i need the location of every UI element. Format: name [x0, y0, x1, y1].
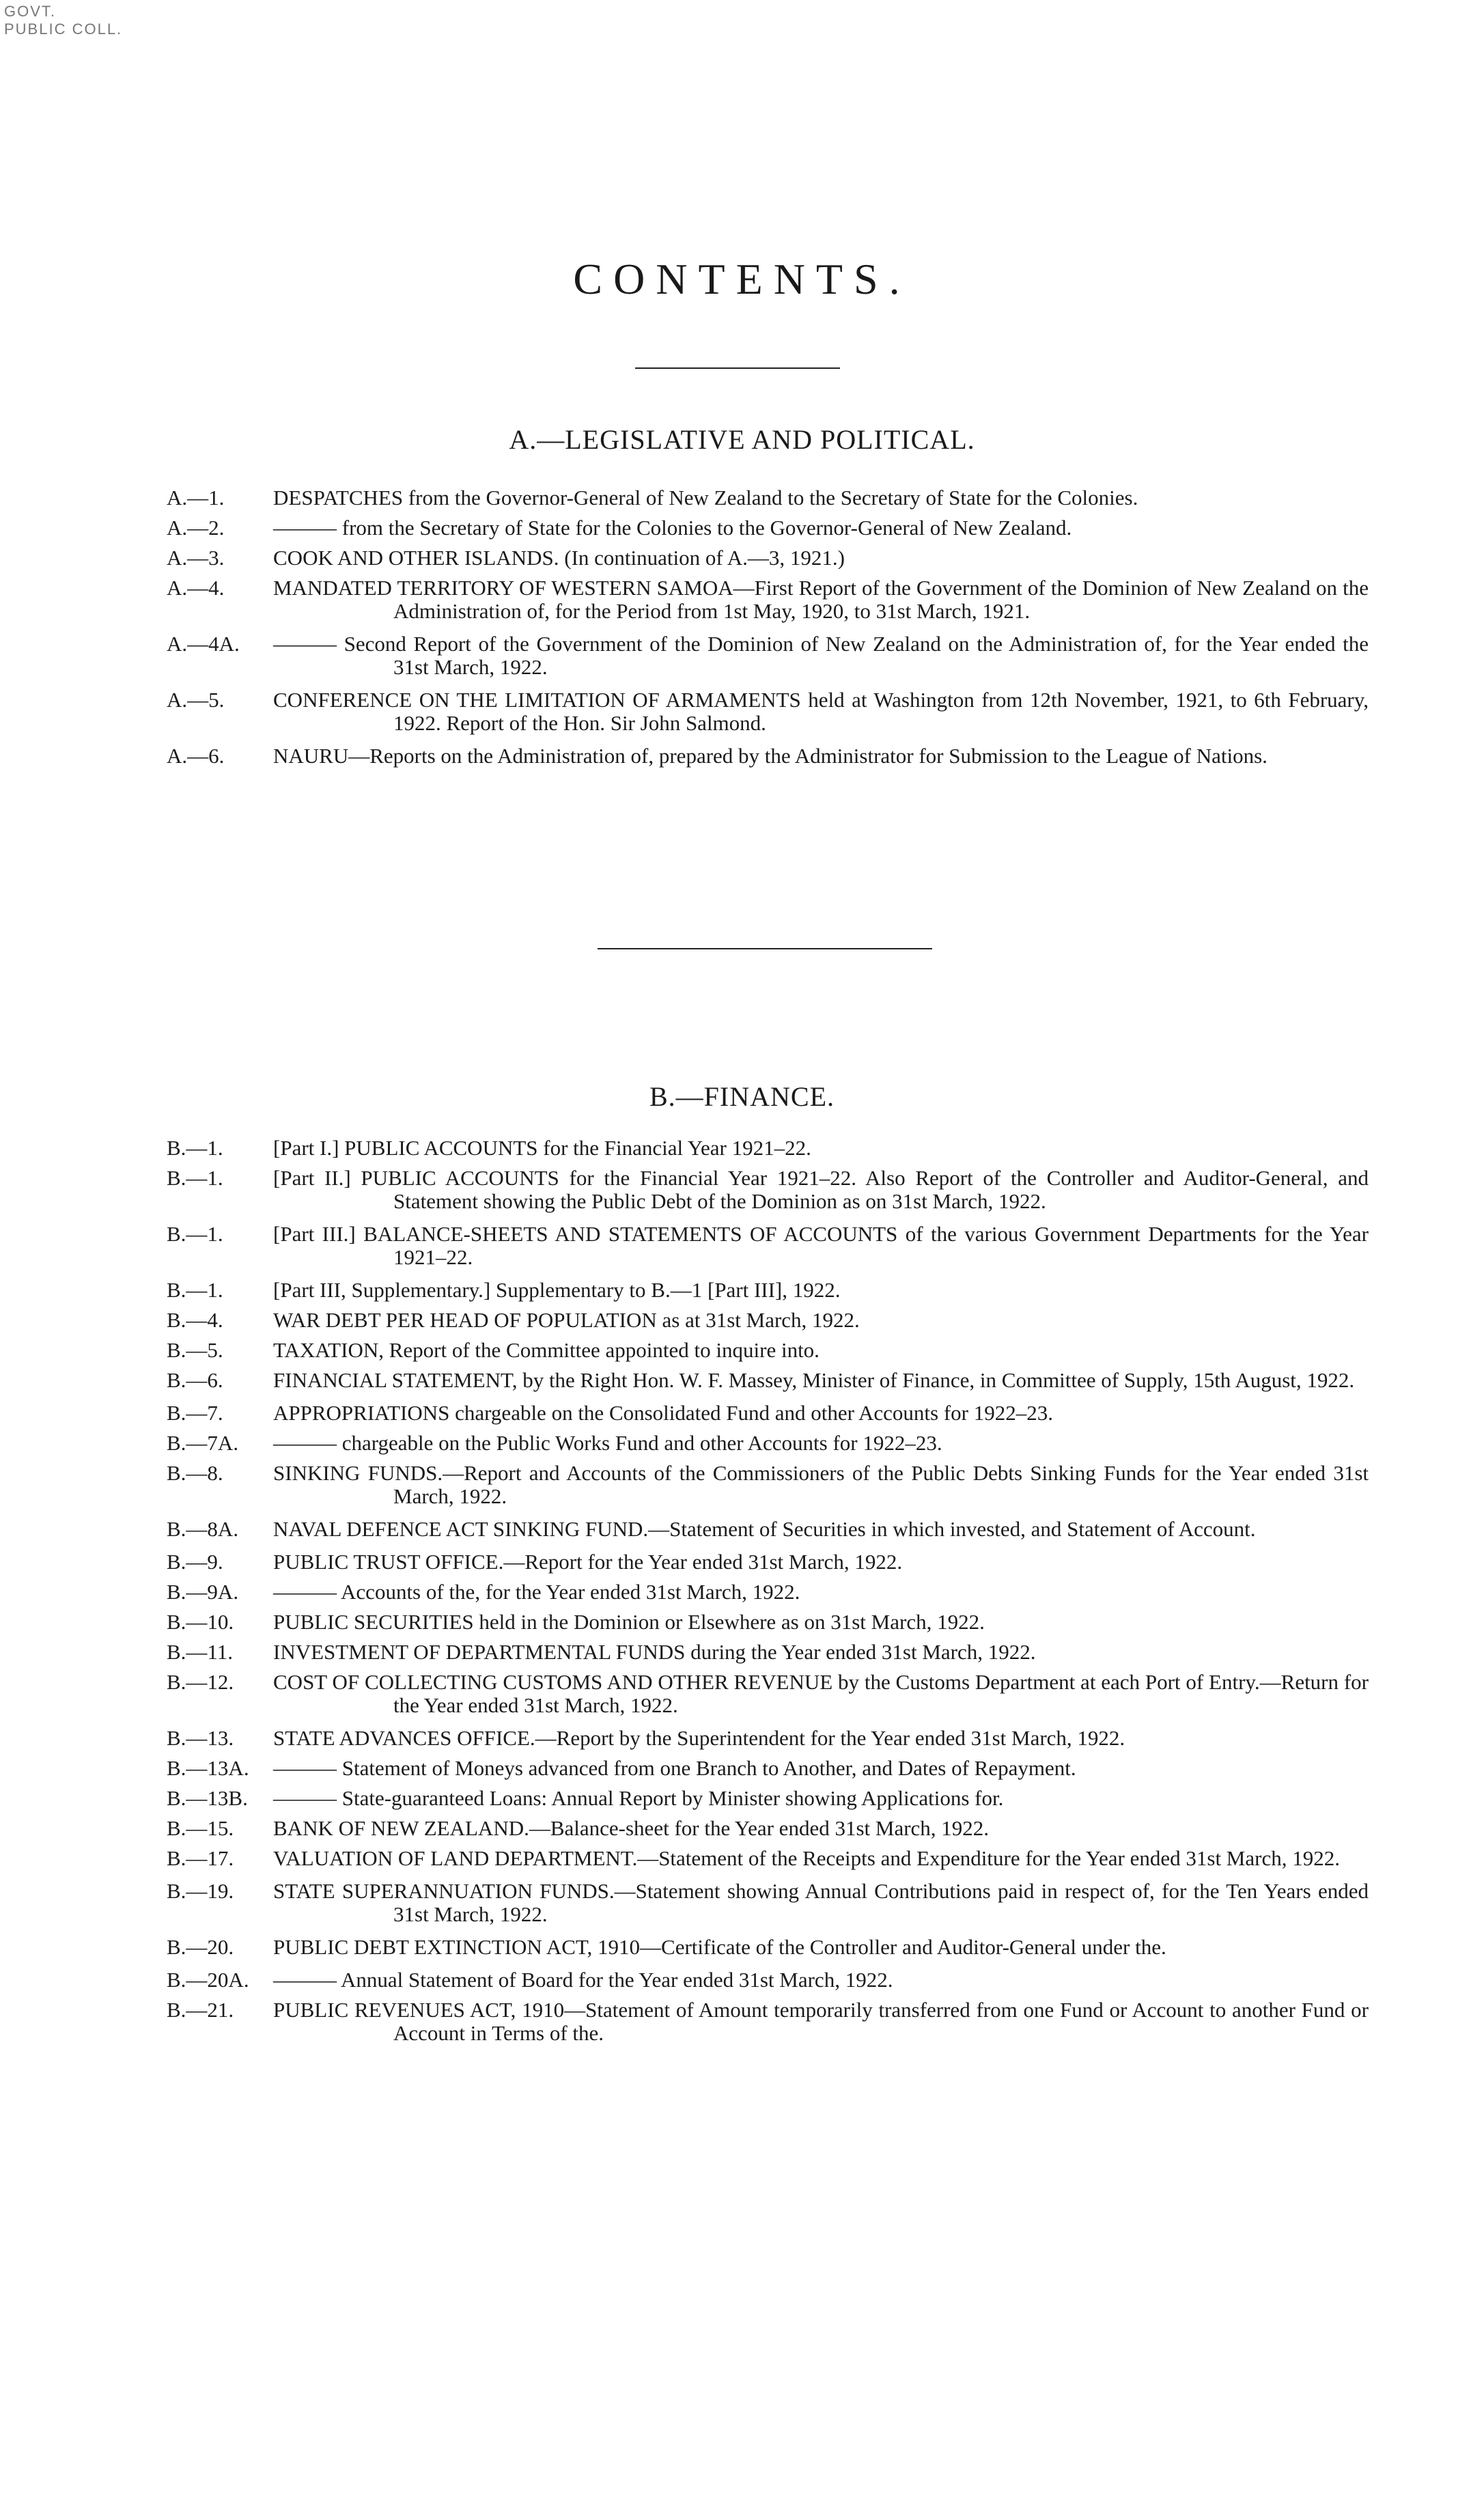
list-item: [167, 1847, 1369, 1870]
entry-text: NAURU—Reports on the Administration of, prepared by the Administrator for Submission to the League of Nations.: [273, 744, 1268, 768]
title-divider: [635, 367, 840, 369]
entry-code: A.—4.: [167, 576, 225, 600]
list-item: [167, 546, 1369, 570]
entry-code: B.—12.: [167, 1670, 234, 1694]
entry-text: ——— State-guaranteed Loans: Annual Report by Minister showing Applications for.: [273, 1786, 1004, 1810]
entry-code: B.—21.: [167, 1998, 234, 2022]
entry-text: APPROPRIATIONS chargeable on the Consolidated Fund and other Accounts for 1922–23.: [273, 1401, 1054, 1425]
entry-code: A.—6.: [167, 744, 225, 768]
entry-text: PUBLIC TRUST OFFICE.—Report for the Year ended 31st March, 1922.: [273, 1550, 903, 1574]
list-item: [167, 1432, 1369, 1455]
entry-text: [Part I.] PUBLIC ACCOUNTS for the Financial Year 1921–22.: [273, 1136, 811, 1160]
list-item: [167, 1309, 1369, 1332]
list-item: [167, 1167, 1369, 1213]
entry-text: [Part III.] BALANCE-SHEETS AND STATEMENTS OF ACCOUNTS of the various Government Departments for the Year 1921–22.: [273, 1222, 1369, 1269]
entry-code: B.—7A.: [167, 1431, 239, 1455]
entry-code: B.—5.: [167, 1338, 223, 1362]
entry-text: ——— Second Report of the Government of the Dominion of New Zealand on the Administration of, for the Year ended the 31st March, 1922.: [273, 632, 1369, 679]
entry-text: WAR DEBT PER HEAD OF POPULATION as at 31st March, 1922.: [273, 1308, 860, 1332]
entry-code: A.—1.: [167, 486, 225, 510]
entry-text: PUBLIC SECURITIES held in the Dominion or Elsewhere as on 31st March, 1922.: [273, 1610, 985, 1634]
list-item: [167, 1998, 1369, 2045]
list-item: [167, 576, 1369, 623]
entry-text: SINKING FUNDS.—Report and Accounts of the Commissioners of the Public Debts Sinking Funds for the Year ended 31st March, 1922.: [273, 1461, 1369, 1508]
stamp-line-1: GOVT.: [4, 3, 57, 20]
library-stamp: [4, 3, 182, 38]
list-item: [167, 516, 1369, 540]
entry-code: B.—4.: [167, 1308, 223, 1332]
entry-code: B.—1.: [167, 1136, 223, 1160]
entry-text: [Part III, Supplementary.] Supplementary to B.—1 [Part III], 1922.: [273, 1278, 841, 1302]
entry-code: B.—8.: [167, 1461, 223, 1485]
list-item: [167, 632, 1369, 679]
list-item: [167, 1223, 1369, 1269]
list-item: [167, 1727, 1369, 1750]
entry-code: B.—8A.: [167, 1517, 239, 1541]
list-item: [167, 1641, 1369, 1664]
entry-code: B.—20.: [167, 1935, 234, 1959]
section-a-entries: [167, 486, 1369, 768]
entry-code: B.—13B.: [167, 1786, 248, 1810]
entry-text: COST OF COLLECTING CUSTOMS AND OTHER REVENUE by the Customs Department at each Port of Entry.—Return for the Year ended 31st March, 1922.: [273, 1670, 1369, 1717]
list-item: [167, 1550, 1369, 1574]
entry-text: STATE ADVANCES OFFICE.—Report by the Superintendent for the Year ended 31st March, 1922.: [273, 1726, 1125, 1750]
entry-text: INVESTMENT OF DEPARTMENTAL FUNDS during the Year ended 31st March, 1922.: [273, 1640, 1036, 1664]
entry-text: TAXATION, Report of the Committee appointed to inquire into.: [273, 1338, 820, 1362]
list-item: [167, 1580, 1369, 1604]
list-item: [167, 1137, 1369, 1160]
entry-code: B.—10.: [167, 1610, 234, 1634]
entry-code: B.—17.: [167, 1846, 234, 1870]
entry-code: B.—20A.: [167, 1968, 249, 1992]
section-b-entries: [167, 1137, 1369, 2045]
list-item: [167, 1369, 1369, 1392]
entry-text: STATE SUPERANNUATION FUNDS.—Statement showing Annual Contributions paid in respect of, for the Ten Years ended 31st March, 1922.: [273, 1879, 1369, 1926]
list-item: [167, 1518, 1369, 1541]
list-item: [167, 1611, 1369, 1634]
entry-code: B.—13.: [167, 1726, 234, 1750]
list-item: [167, 1936, 1369, 1959]
entry-code: A.—2.: [167, 516, 225, 540]
entry-text: MANDATED TERRITORY OF WESTERN SAMOA—First Report of the Government of the Dominion of New Zealand on the Administration of, for the Period from 1st May, 1920, to 31st March, 1921.: [273, 576, 1369, 623]
section-a-heading: A.—LEGISLATIVE AND POLITICAL.: [509, 424, 975, 455]
entry-code: B.—7.: [167, 1401, 223, 1425]
entry-code: B.—1.: [167, 1278, 223, 1302]
entry-text: ——— Statement of Moneys advanced from one Branch to Another, and Dates of Repayment.: [273, 1756, 1076, 1780]
list-item: [167, 1462, 1369, 1508]
list-item: [167, 688, 1369, 735]
entry-code: B.—1.: [167, 1222, 223, 1246]
entry-code: A.—5.: [167, 688, 225, 712]
list-item: [167, 1817, 1369, 1840]
stamp-line-2: PUBLIC COLL.: [4, 20, 123, 38]
entry-text: COOK AND OTHER ISLANDS. (In continuation of A.—3, 1921.): [273, 546, 845, 570]
entry-text: BANK OF NEW ZEALAND.—Balance-sheet for the Year ended 31st March, 1922.: [273, 1816, 990, 1840]
entry-text: ——— from the Secretary of State for the Colonies to the Governor-General of New Zealand.: [273, 516, 1072, 540]
entry-code: B.—11.: [167, 1640, 234, 1664]
entry-code: B.—6.: [167, 1368, 223, 1392]
list-item: [167, 1787, 1369, 1810]
page-title: CONTENTS.: [573, 255, 911, 303]
list-item: [167, 1671, 1369, 1717]
entry-code: B.—9A.: [167, 1580, 239, 1604]
list-item: [167, 1880, 1369, 1926]
entry-code: A.—3.: [167, 546, 225, 570]
entry-text: ——— Accounts of the, for the Year ended 31st March, 1922.: [273, 1580, 800, 1604]
entry-text: VALUATION OF LAND DEPARTMENT.—Statement of the Receipts and Expenditure for the Year ended 31st March, 1922.: [273, 1846, 1340, 1870]
entry-text: ——— Annual Statement of Board for the Year ended 31st March, 1922.: [273, 1968, 893, 1992]
entry-code: B.—1.: [167, 1166, 223, 1190]
list-item: [167, 744, 1369, 768]
entry-text: PUBLIC REVENUES ACT, 1910—Statement of Amount temporarily transferred from one Fund or Account to another Fund or Account in Terms of the.: [273, 1998, 1369, 2045]
entry-code: B.—15.: [167, 1816, 234, 1840]
entry-text: [Part II.] PUBLIC ACCOUNTS for the Financial Year 1921–22. Also Report of the Controller and Auditor-General, and Statement showing the Public Debt of the Dominion as on 31st March, 1922.: [273, 1166, 1369, 1213]
entry-text: DESPATCHES from the Governor-General of New Zealand to the Secretary of State for the Colonies.: [273, 486, 1138, 510]
section-b-heading: B.—FINANCE.: [649, 1081, 835, 1112]
entry-text: CONFERENCE ON THE LIMITATION OF ARMAMENTS held at Washington from 12th November, 1921, to 6th February, 1922. Report of the Hon. Sir John Salmond.: [273, 688, 1369, 735]
list-item: [167, 1968, 1369, 1992]
list-item: [167, 1339, 1369, 1362]
list-item: [167, 486, 1369, 510]
list-item: [167, 1279, 1369, 1302]
list-item: [167, 1402, 1369, 1425]
list-item: [167, 1757, 1369, 1780]
entry-code: B.—9.: [167, 1550, 223, 1574]
entry-text: ——— chargeable on the Public Works Fund and other Accounts for 1922–23.: [273, 1431, 942, 1455]
entry-text: FINANCIAL STATEMENT, by the Right Hon. W. F. Massey, Minister of Finance, in Committee of Supply, 15th August, 1922.: [273, 1368, 1355, 1392]
entry-text: PUBLIC DEBT EXTINCTION ACT, 1910—Certificate of the Controller and Auditor-General under the.: [273, 1935, 1166, 1959]
section-divider: [598, 948, 932, 949]
entry-code: B.—13A.: [167, 1756, 249, 1780]
entry-code: B.—19.: [167, 1879, 234, 1903]
entry-text: NAVAL DEFENCE ACT SINKING FUND.—Statement of Securities in which invested, and Statement of Account.: [273, 1517, 1256, 1541]
entry-code: A.—4A.: [167, 632, 240, 656]
